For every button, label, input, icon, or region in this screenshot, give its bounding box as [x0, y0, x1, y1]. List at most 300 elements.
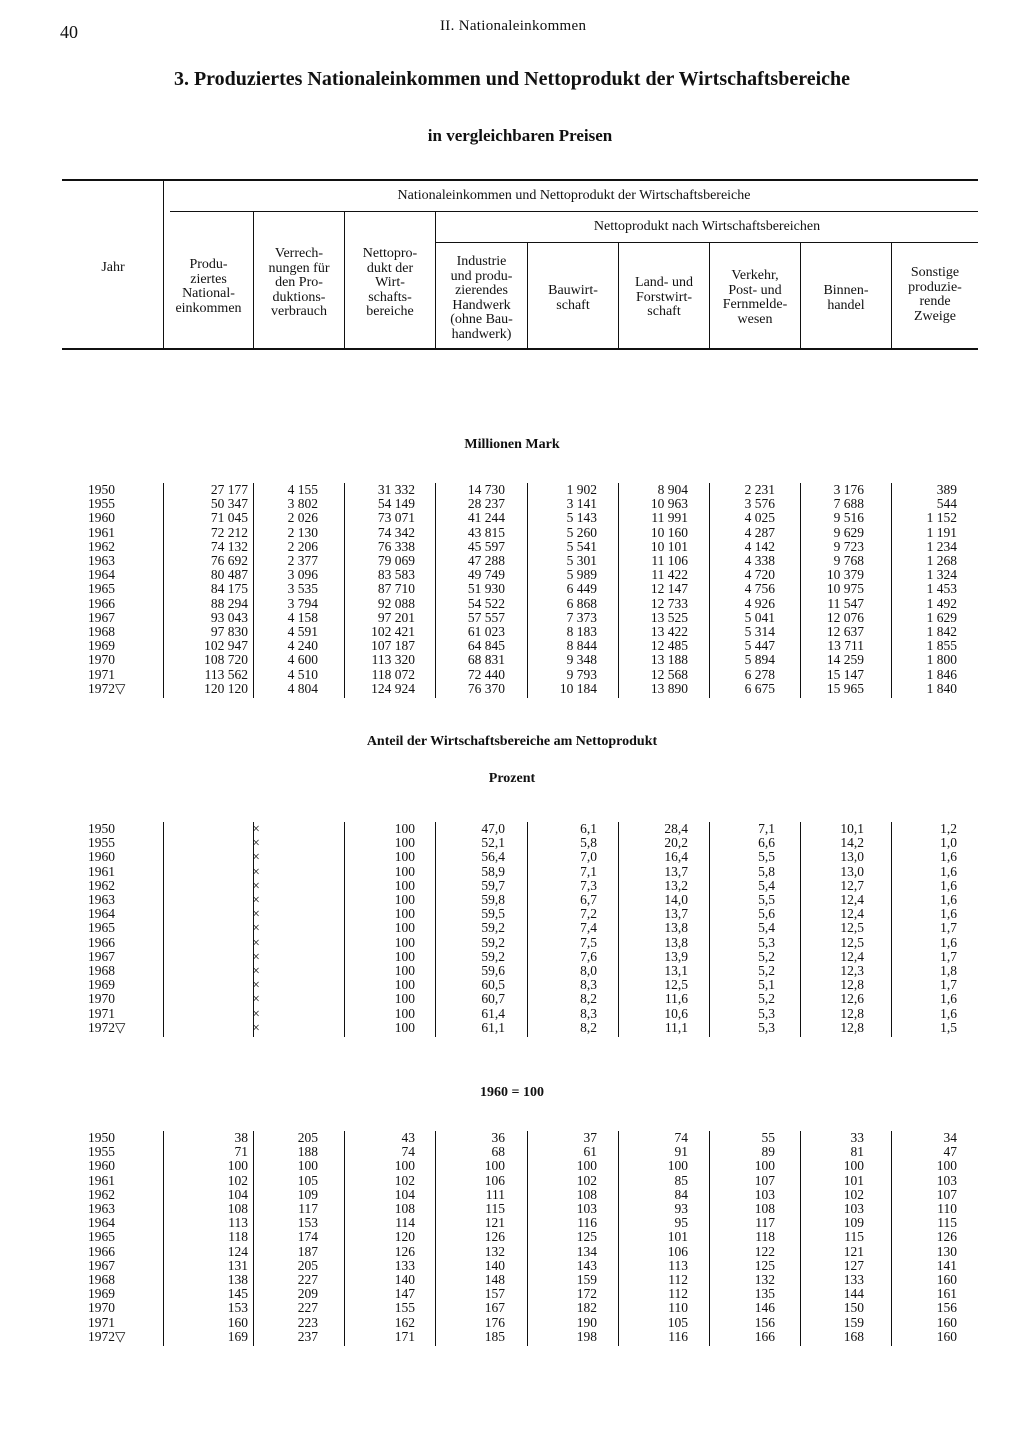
row-year: 1963	[88, 553, 115, 568]
table-cell: 115	[937, 1215, 957, 1231]
table-cell: 12,8	[840, 1019, 864, 1035]
table-cell: 9 723	[833, 538, 864, 554]
table-cell: 7,5	[580, 934, 597, 950]
table-cell: 13 890	[650, 680, 688, 696]
table-cell: 100	[297, 1158, 318, 1174]
table-cell: 10 379	[826, 567, 864, 583]
header-group-top: Nationaleinkommen und Nettoprodukt der Wirtschaftsbereiche	[397, 188, 751, 203]
table-cell: 8,0	[580, 963, 597, 978]
table-cell: 8 904	[657, 482, 688, 497]
table-cell: 7,1	[580, 863, 597, 879]
row-year: 1966	[88, 595, 115, 611]
table-cell: 13 188	[650, 652, 688, 668]
table-row	[0, 653, 1024, 667]
table-cell: 91	[674, 1144, 688, 1160]
table-cell: 100	[394, 1158, 415, 1174]
table-cell: ×	[252, 863, 260, 879]
table-cell: 8,3	[580, 977, 597, 993]
table-row	[0, 1174, 1024, 1188]
table-cell: 12,8	[840, 1005, 864, 1021]
table-cell: 8 844	[566, 638, 597, 654]
table-cell: 41 244	[467, 510, 505, 526]
header-column-label: Verrech- nungen für den Pro- duktions- verbrauch	[268, 246, 330, 319]
table-cell: 9 348	[566, 652, 597, 668]
table-row	[0, 639, 1024, 653]
table-cell: 43 815	[467, 524, 505, 540]
table-cell: 3 576	[744, 496, 775, 512]
table-cell: 105	[667, 1314, 688, 1330]
table-cell: 108 720	[204, 652, 248, 668]
table-cell: 12,8	[840, 977, 864, 993]
table-cell: 13,8	[664, 920, 688, 936]
table-cell: 100	[394, 906, 415, 922]
table-cell: 205	[297, 1257, 318, 1273]
table-row	[0, 625, 1024, 639]
header-bottom-rule	[62, 348, 978, 350]
table-cell: ×	[252, 906, 260, 922]
table-row	[0, 1330, 1024, 1344]
table-cell: 121	[484, 1215, 505, 1231]
table-cell: 12,3	[840, 963, 864, 978]
table-cell: 5,3	[758, 1005, 775, 1021]
row-year: 1955	[88, 835, 115, 851]
table-row	[0, 1230, 1024, 1244]
table-row	[0, 836, 1024, 850]
table-cell: 45 597	[467, 538, 505, 554]
table-cell: 60,5	[481, 977, 505, 993]
table-row	[0, 668, 1024, 682]
table-cell: 113	[668, 1257, 688, 1273]
table-cell: 108	[576, 1186, 597, 1202]
table-cell: 1,7	[940, 948, 957, 964]
table-cell: 28,4	[664, 821, 688, 836]
table-cell: 11 422	[651, 567, 688, 583]
table-cell: 103	[576, 1201, 597, 1216]
table-cell: 5,3	[758, 1019, 775, 1035]
table-row	[0, 1273, 1024, 1287]
table-row	[0, 611, 1024, 625]
table-cell: 108	[394, 1201, 415, 1216]
table-cell: 100	[227, 1158, 248, 1174]
section-title: Anteil der Wirtschaftsbereiche am Nettoprodukt	[366, 734, 658, 749]
table-row	[0, 1287, 1024, 1301]
table-cell: 76 692	[210, 553, 248, 568]
row-year: 1971	[88, 666, 115, 682]
table-cell: 125	[576, 1229, 597, 1245]
row-year: 1970	[88, 1300, 115, 1316]
table-cell: 74 132	[210, 538, 248, 554]
table-cell: 57 557	[467, 609, 505, 625]
row-year: 1960	[88, 849, 115, 865]
table-cell: 150	[843, 1300, 864, 1316]
table-cell: 1 324	[926, 567, 957, 583]
table-cell: 59,2	[481, 934, 505, 950]
table-cell: 85	[674, 1172, 688, 1188]
table-cell: 97 201	[377, 609, 415, 625]
header-column-label: Produ- ziertes National- einkommen	[175, 257, 242, 316]
row-year: 1963	[88, 1201, 115, 1216]
table-cell: 20,2	[664, 835, 688, 851]
table-cell: 34	[943, 1130, 957, 1145]
table-cell: 5,8	[758, 863, 775, 879]
table-cell: 1 855	[926, 638, 957, 654]
table-cell: 5 301	[566, 553, 597, 568]
table-cell: 171	[394, 1328, 415, 1344]
table-cell: 160	[936, 1314, 957, 1330]
table-cell: ×	[252, 849, 260, 865]
row-year: 1965	[88, 920, 115, 936]
table-cell: 54 149	[377, 496, 415, 512]
table-cell: 134	[576, 1243, 597, 1259]
table-cell: 61 023	[467, 624, 505, 639]
table-cell: 72 212	[210, 524, 248, 540]
row-year: 1960	[88, 1158, 115, 1174]
table-cell: 1,6	[940, 892, 957, 907]
table-cell: 198	[576, 1328, 597, 1344]
table-cell: 187	[297, 1243, 318, 1259]
table-cell: 1 800	[926, 652, 957, 668]
table-cell: 10 184	[559, 680, 597, 696]
table-cell: 100	[394, 835, 415, 851]
table-cell: 132	[484, 1243, 505, 1259]
table-cell: 104	[394, 1186, 415, 1202]
table-cell: 7,6	[580, 948, 597, 964]
table-cell: ×	[252, 821, 260, 836]
table-row	[0, 511, 1024, 525]
row-year: 1960	[88, 510, 115, 526]
table-cell: 109	[297, 1186, 318, 1202]
table-cell: ×	[252, 892, 260, 907]
table-cell: 100	[394, 1005, 415, 1021]
table-cell: 102	[394, 1172, 415, 1188]
table-cell: 103	[754, 1186, 775, 1202]
header-column-label: Land- und Forstwirt- schaft	[635, 275, 693, 319]
table-cell: 12,5	[664, 977, 688, 993]
table-cell: 4 720	[744, 567, 775, 583]
table-cell: 1,6	[940, 934, 957, 950]
row-year: 1970	[88, 991, 115, 1007]
header-column-label: Verkehr, Post- und Fernmelde- wesen	[722, 268, 788, 327]
table-cell: 100	[936, 1158, 957, 1174]
row-year: 1966	[88, 1243, 115, 1259]
row-year: 1964	[88, 1215, 115, 1231]
table-cell: 7,2	[580, 906, 597, 922]
row-year: 1961	[88, 524, 115, 540]
table-cell: 100	[394, 963, 415, 978]
table-cell: 6 278	[744, 666, 775, 682]
table-cell: 100	[754, 1158, 775, 1174]
table-cell: 74 342	[377, 524, 415, 540]
table-cell: 76 338	[377, 538, 415, 554]
table-cell: 3 802	[287, 496, 318, 512]
table-cell: 10 975	[826, 581, 864, 597]
table-cell: 109	[843, 1215, 864, 1231]
table-cell: 100	[394, 877, 415, 893]
table-row	[0, 1021, 1024, 1035]
table-cell: 50 347	[210, 496, 248, 512]
table-cell: 2 377	[287, 553, 318, 568]
table-cell: 1,6	[940, 991, 957, 1007]
table-cell: 127	[843, 1257, 864, 1273]
table-cell: 1 842	[926, 624, 957, 639]
table-row	[0, 554, 1024, 568]
table-cell: 7,0	[580, 849, 597, 865]
table-cell: 100	[394, 821, 415, 836]
table-cell: 8 183	[566, 624, 597, 639]
table-cell: 27 177	[210, 482, 248, 497]
row-year: 1969	[88, 638, 115, 654]
table-cell: 141	[936, 1257, 957, 1273]
table-cell: 5,8	[580, 835, 597, 851]
table-cell: 9 629	[833, 524, 864, 540]
table-cell: 1,2	[940, 821, 957, 836]
header-group-rule	[170, 211, 978, 212]
row-year: 1969	[88, 977, 115, 993]
row-year: 1968	[88, 1272, 115, 1287]
table-cell: 107	[936, 1186, 957, 1202]
table-cell: 9 768	[833, 553, 864, 568]
table-cell: 143	[576, 1257, 597, 1273]
table-cell: 5,5	[758, 892, 775, 907]
table-cell: 3 141	[566, 496, 597, 512]
table-cell: 73 071	[377, 510, 415, 526]
table-cell: 112	[668, 1286, 688, 1302]
table-cell: 12,5	[840, 920, 864, 936]
table-cell: 1 268	[926, 553, 957, 568]
table-cell: 6,7	[580, 892, 597, 907]
table-cell: 174	[297, 1229, 318, 1245]
table-cell: 223	[297, 1314, 318, 1330]
table-cell: 13 422	[650, 624, 688, 639]
table-cell: 176	[484, 1314, 505, 1330]
table-cell: 13,9	[664, 948, 688, 964]
table-cell: 13,1	[664, 963, 688, 978]
table-cell: 54 522	[467, 595, 505, 611]
table-cell: 16,4	[664, 849, 688, 865]
table-cell: 1 629	[926, 609, 957, 625]
data-block-millionen-mark	[0, 483, 1024, 695]
table-cell: 227	[297, 1300, 318, 1316]
header-group-sub: Nettoprodukt nach Wirtschaftsbereichen	[593, 219, 821, 234]
table-cell: 12,4	[840, 892, 864, 907]
table-cell: 121	[843, 1243, 864, 1259]
table-cell: 2 231	[744, 482, 775, 497]
table-cell: 5 447	[744, 638, 775, 654]
table-cell: 108	[754, 1201, 775, 1216]
header-column-label: Bauwirt- schaft	[548, 283, 598, 313]
table-cell: 105	[297, 1172, 318, 1188]
table-row	[0, 1259, 1024, 1273]
table-cell: 100	[394, 991, 415, 1007]
table-cell: 2 130	[287, 524, 318, 540]
row-year: 1963	[88, 892, 115, 907]
table-cell: ×	[252, 1005, 260, 1021]
table-cell: 71 045	[210, 510, 248, 526]
table-row	[0, 1245, 1024, 1259]
table-cell: 118 072	[371, 666, 415, 682]
table-cell: 13,8	[664, 934, 688, 950]
section-title: 1960 = 100	[480, 1085, 544, 1100]
table-cell: 1 902	[566, 482, 597, 497]
table-cell: 87 710	[377, 581, 415, 597]
table-cell: 107	[754, 1172, 775, 1188]
table-cell: 182	[576, 1300, 597, 1316]
row-year: 1950	[88, 482, 115, 497]
table-cell: 102	[576, 1172, 597, 1188]
table-cell: 190	[576, 1314, 597, 1330]
table-cell: 125	[754, 1257, 775, 1273]
table-cell: 6,1	[580, 821, 597, 836]
table-cell: 12 076	[826, 609, 864, 625]
row-year: 1961	[88, 1172, 115, 1188]
header-column-label: Sonstige produzie- rende Zweige	[908, 265, 962, 324]
table-cell: 1,6	[940, 906, 957, 922]
table-cell: 100	[394, 977, 415, 993]
table-cell: 37	[583, 1130, 597, 1145]
table-cell: 1 846	[926, 666, 957, 682]
table-cell: 132	[754, 1272, 775, 1287]
header-top-rule	[62, 179, 978, 181]
table-cell: 112	[668, 1272, 688, 1287]
table-row	[0, 497, 1024, 511]
row-year: 1972▽	[88, 680, 126, 696]
table-cell: ×	[252, 963, 260, 978]
table-cell: 7,4	[580, 920, 597, 936]
table-cell: 7 373	[566, 609, 597, 625]
table-cell: 43	[401, 1130, 415, 1145]
table-cell: 102 947	[204, 638, 248, 654]
table-cell: 227	[297, 1272, 318, 1287]
table-cell: 89	[761, 1144, 775, 1160]
table-cell: 12,4	[840, 906, 864, 922]
table-cell: 389	[936, 482, 957, 497]
table-cell: 11,6	[664, 991, 688, 1007]
table-cell: 1 492	[926, 595, 957, 611]
table-cell: 102	[227, 1172, 248, 1188]
table-cell: 28 237	[467, 496, 505, 512]
table-cell: 4 155	[287, 482, 318, 497]
table-cell: 80 487	[210, 567, 248, 583]
table-cell: 74	[401, 1144, 415, 1160]
table-cell: 59,5	[481, 906, 505, 922]
table-cell: 113	[228, 1215, 248, 1231]
table-cell: 133	[843, 1272, 864, 1287]
table-cell: 8,2	[580, 991, 597, 1007]
table-cell: 160	[936, 1272, 957, 1287]
table-cell: ×	[252, 920, 260, 936]
table-cell: 100	[394, 920, 415, 936]
table-cell: 108	[227, 1201, 248, 1216]
row-year: 1955	[88, 1144, 115, 1160]
section-title: Millionen Mark	[464, 437, 560, 452]
table-cell: 115	[485, 1201, 505, 1216]
table-cell: 100	[394, 934, 415, 950]
row-year: 1966	[88, 934, 115, 950]
table-cell: 106	[667, 1243, 688, 1259]
table-cell: 47	[943, 1144, 957, 1160]
table-cell: 55	[761, 1130, 775, 1145]
table-cell: 116	[577, 1215, 597, 1231]
table-cell: 156	[754, 1314, 775, 1330]
table-cell: 68 831	[467, 652, 505, 668]
table-cell: 93 043	[210, 609, 248, 625]
table-cell: 5 260	[566, 524, 597, 540]
table-cell: 159	[843, 1314, 864, 1330]
table-cell: 12 637	[826, 624, 864, 639]
table-cell: 5,4	[758, 877, 775, 893]
table-cell: 4 591	[287, 624, 318, 639]
table-cell: 5 143	[566, 510, 597, 526]
table-cell: 138	[227, 1272, 248, 1287]
table-cell: 11,1	[664, 1019, 688, 1035]
table-cell: 188	[297, 1144, 318, 1160]
table-row	[0, 865, 1024, 879]
table-cell: 1,0	[940, 835, 957, 851]
table-cell: 6 675	[744, 680, 775, 696]
row-year: 1972▽	[88, 1328, 126, 1344]
table-row	[0, 540, 1024, 554]
table-cell: 12 485	[650, 638, 688, 654]
table-cell: 3 535	[287, 581, 318, 597]
table-cell: 102 421	[371, 624, 415, 639]
table-cell: 156	[936, 1300, 957, 1316]
table-cell: 100	[394, 948, 415, 964]
table-cell: 1 453	[926, 581, 957, 597]
row-year: 1950	[88, 1130, 115, 1145]
row-year: 1955	[88, 496, 115, 512]
table-cell: 13,0	[840, 863, 864, 879]
table-cell: 5,2	[758, 948, 775, 964]
table-cell: 12 733	[650, 595, 688, 611]
table-cell: ×	[252, 948, 260, 964]
table-cell: 1,6	[940, 877, 957, 893]
table-cell: 166	[754, 1328, 775, 1344]
table-cell: 14,2	[840, 835, 864, 851]
table-cell: 33	[850, 1130, 864, 1145]
table-cell: 100	[667, 1158, 688, 1174]
table-cell: 13 711	[827, 638, 864, 654]
table-cell: 3 096	[287, 567, 318, 583]
table-row	[0, 950, 1024, 964]
table-cell: 115	[844, 1229, 864, 1245]
table-cell: 61,1	[481, 1019, 505, 1035]
table-cell: 100	[394, 863, 415, 879]
table-cell: 6 868	[566, 595, 597, 611]
table-row	[0, 1316, 1024, 1330]
table-cell: 6,6	[758, 835, 775, 851]
header-column-label: Binnen- handel	[823, 283, 869, 313]
table-cell: 84 175	[210, 581, 248, 597]
table-cell: 140	[484, 1257, 505, 1273]
table-cell: 126	[936, 1229, 957, 1245]
table-cell: 14 259	[826, 652, 864, 668]
table-cell: 4 600	[287, 652, 318, 668]
table-cell: 122	[754, 1243, 775, 1259]
table-cell: 114	[395, 1215, 415, 1231]
table-cell: 1 840	[926, 680, 957, 696]
row-year: 1964	[88, 906, 115, 922]
table-row	[0, 921, 1024, 935]
header-column-label: Industrie und produ- zierendes Handwerk (ohne Bau- handwerk)	[450, 254, 513, 342]
table-cell: 1 152	[926, 510, 957, 526]
table-cell: 1,6	[940, 863, 957, 879]
row-year: 1965	[88, 1229, 115, 1245]
table-cell: 145	[227, 1286, 248, 1302]
table-cell: 544	[936, 496, 957, 512]
table-cell: 110	[668, 1300, 688, 1316]
row-year: 1967	[88, 609, 115, 625]
row-year: 1972▽	[88, 1019, 126, 1035]
